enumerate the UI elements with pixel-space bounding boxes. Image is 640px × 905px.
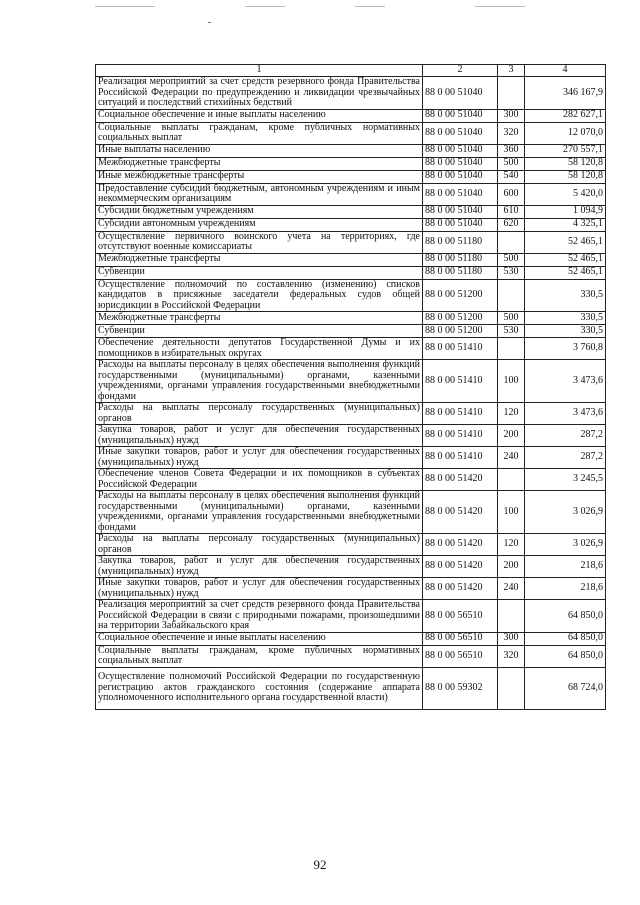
- expense-type-cell: [498, 231, 525, 253]
- expense-name-cell: Расходы на выплаты персоналу государственных (муниципальных) органов: [96, 534, 423, 556]
- target-code-cell: 88 0 00 51040: [423, 157, 498, 170]
- expense-name-cell: Осуществление первичного воинского учета на территориях, где отсутствуют военные комиссариаты: [96, 231, 423, 253]
- expense-type-cell: [498, 600, 525, 633]
- target-code-cell: 88 0 00 51180: [423, 266, 498, 279]
- target-code-cell: 88 0 00 51420: [423, 491, 498, 534]
- amount-cell: 64 850,0: [525, 600, 606, 633]
- header-cell: 4: [525, 65, 606, 77]
- target-code-cell: 88 0 00 51180: [423, 253, 498, 266]
- expense-name-cell: Реализация мероприятий за счет средств резервного фонда Правительства Российской Федерации по предупреждению и ликвидации чрезвычайных ситуаций и последствий стихийных бедствий: [96, 77, 423, 110]
- expense-name-cell: Осуществление полномочий Российской Федерации по государственную регистрацию актов гражданского состояния (содержание аппарата уполномоченного исполнительного органа государственной власти): [96, 667, 423, 709]
- expense-type-cell: 240: [498, 447, 525, 469]
- target-code-cell: 88 0 00 51180: [423, 231, 498, 253]
- expense-type-cell: [498, 469, 525, 491]
- amount-cell: 218,6: [525, 578, 606, 600]
- expense-type-cell: 200: [498, 556, 525, 578]
- expense-name-cell: Межбюджетные трансферты: [96, 253, 423, 266]
- amount-cell: 218,6: [525, 556, 606, 578]
- target-code-cell: 88 0 00 51040: [423, 77, 498, 110]
- table-row: [96, 667, 606, 709]
- expense-type-cell: 360: [498, 144, 525, 157]
- target-code-cell: 88 0 00 51040: [423, 218, 498, 231]
- amount-cell: 52 465,1: [525, 266, 606, 279]
- table-row: [96, 556, 606, 578]
- target-code-cell: 88 0 00 51200: [423, 279, 498, 312]
- page-number: 92: [313, 857, 327, 872]
- expense-name-cell: Социальное обеспечение и иные выплаты населению: [96, 109, 423, 122]
- expense-type-cell: 320: [498, 122, 525, 144]
- table-row: [96, 469, 606, 491]
- expense-name-cell: Закупка товаров, работ и услуг для обеспечения государственных (муниципальных) нужд: [96, 556, 423, 578]
- amount-cell: 68 724,0: [525, 667, 606, 709]
- expense-name-cell: Обеспечение членов Совета Федерации и их помощников в субъектах Российской Федерации: [96, 469, 423, 491]
- budget-table-body: [96, 65, 606, 710]
- expense-type-cell: 600: [498, 183, 525, 205]
- expense-name-cell: Иные закупки товаров, работ и услуг для обеспечения государственных (муниципальных) нужд: [96, 447, 423, 469]
- target-code-cell: 88 0 00 51040: [423, 205, 498, 218]
- table-row: [96, 231, 606, 253]
- amount-cell: 346 167,9: [525, 77, 606, 110]
- amount-cell: 330,5: [525, 279, 606, 312]
- amount-cell: 64 850,0: [525, 632, 606, 645]
- table-row: [96, 534, 606, 556]
- expense-name-cell: Обеспечение деятельности депутатов Государственной Думы и их помощников в избирательных округах: [96, 338, 423, 360]
- expense-name-cell: Предоставление субсидий бюджетным, автономным учреждениям и иным некоммерческим организациям: [96, 183, 423, 205]
- target-code-cell: 88 0 00 51420: [423, 556, 498, 578]
- amount-cell: 52 465,1: [525, 231, 606, 253]
- table-row: [96, 279, 606, 312]
- target-code-cell: 88 0 00 51410: [423, 338, 498, 360]
- table-row: [96, 218, 606, 231]
- header-cell: 2: [423, 65, 498, 77]
- amount-cell: 5 420,0: [525, 183, 606, 205]
- amount-cell: 282 627,1: [525, 109, 606, 122]
- target-code-cell: 88 0 00 51420: [423, 534, 498, 556]
- table-row: [96, 253, 606, 266]
- expense-name-cell: Субсидии бюджетным учреждениям: [96, 205, 423, 218]
- amount-cell: 3 245,5: [525, 469, 606, 491]
- target-code-cell: 88 0 00 56510: [423, 632, 498, 645]
- target-code-cell: 88 0 00 51040: [423, 170, 498, 183]
- expense-name-cell: Субсидии автономным учреждениям: [96, 218, 423, 231]
- table-row: [96, 122, 606, 144]
- target-code-cell: 88 0 00 51200: [423, 312, 498, 325]
- table-row: [96, 425, 606, 447]
- expense-name-cell: Расходы на выплаты персоналу в целях обеспечения выполнения функций государственными (муниципальными) органами, казенными учреждениями, органами управления государственными внебюджетными фондами: [96, 360, 423, 403]
- table-row: [96, 205, 606, 218]
- table-row: [96, 403, 606, 425]
- expense-name-cell: Иные закупки товаров, работ и услуг для обеспечения государственных (муниципальных) нужд: [96, 578, 423, 600]
- expense-type-cell: 120: [498, 534, 525, 556]
- expense-type-cell: 530: [498, 266, 525, 279]
- table-row: [96, 266, 606, 279]
- table-row: [96, 632, 606, 645]
- budget-table: [95, 64, 606, 710]
- target-code-cell: 88 0 00 51420: [423, 578, 498, 600]
- target-code-cell: 88 0 00 51410: [423, 360, 498, 403]
- target-code-cell: 88 0 00 51040: [423, 122, 498, 144]
- expense-name-cell: Социальные выплаты гражданам, кроме публичных нормативных социальных выплат: [96, 645, 423, 667]
- table-row: [96, 183, 606, 205]
- target-code-cell: 88 0 00 56510: [423, 600, 498, 633]
- amount-cell: 270 557,1: [525, 144, 606, 157]
- table-row: [96, 645, 606, 667]
- table-header-row: [96, 65, 606, 77]
- table-row: [96, 170, 606, 183]
- amount-cell: 3 026,9: [525, 491, 606, 534]
- expense-type-cell: 240: [498, 578, 525, 600]
- amount-cell: 4 325,1: [525, 218, 606, 231]
- expense-type-cell: 500: [498, 157, 525, 170]
- expense-name-cell: Реализация мероприятий за счет средств резервного фонда Правительства Российской Федерации в связи с природными пожарами, произошедшими на территории Забайкальского края: [96, 600, 423, 633]
- table-row: [96, 157, 606, 170]
- expense-name-cell: Межбюджетные трансферты: [96, 312, 423, 325]
- expense-name-cell: Иные выплаты населению: [96, 144, 423, 157]
- expense-type-cell: 100: [498, 491, 525, 534]
- expense-name-cell: Закупка товаров, работ и услуг для обеспечения государственных (муниципальных) нужд: [96, 425, 423, 447]
- expense-type-cell: [498, 279, 525, 312]
- target-code-cell: 88 0 00 51040: [423, 144, 498, 157]
- header-cell: 1: [96, 65, 423, 77]
- target-code-cell: 88 0 00 51200: [423, 325, 498, 338]
- expense-type-cell: 320: [498, 645, 525, 667]
- amount-cell: 3 473,6: [525, 360, 606, 403]
- table-row: [96, 144, 606, 157]
- expense-type-cell: 530: [498, 325, 525, 338]
- expense-type-cell: 500: [498, 253, 525, 266]
- table-row: [96, 312, 606, 325]
- table-row: [96, 600, 606, 633]
- amount-cell: 58 120,8: [525, 170, 606, 183]
- expense-name-cell: Социальные выплаты гражданам, кроме публичных нормативных социальных выплат: [96, 122, 423, 144]
- expense-type-cell: [498, 667, 525, 709]
- scan-dot: [208, 22, 211, 23]
- expense-name-cell: Осуществление полномочий по составлению (изменению) списков кандидатов в присяжные заседатели федеральных судов общей юрисдикции в Российской Федерации: [96, 279, 423, 312]
- table-row: [96, 447, 606, 469]
- amount-cell: 58 120,8: [525, 157, 606, 170]
- expense-type-cell: 540: [498, 170, 525, 183]
- scan-edge-marks: [95, 6, 555, 8]
- amount-cell: 64 850,0: [525, 645, 606, 667]
- expense-type-cell: 500: [498, 312, 525, 325]
- amount-cell: 3 760,8: [525, 338, 606, 360]
- expense-name-cell: Расходы на выплаты персоналу государственных (муниципальных) органов: [96, 403, 423, 425]
- table-row: [96, 325, 606, 338]
- amount-cell: 1 094,9: [525, 205, 606, 218]
- table-row: [96, 338, 606, 360]
- target-code-cell: 88 0 00 51410: [423, 425, 498, 447]
- expense-type-cell: 100: [498, 360, 525, 403]
- table-row: [96, 109, 606, 122]
- table-row: [96, 77, 606, 110]
- expense-name-cell: Субвенции: [96, 325, 423, 338]
- table-row: [96, 491, 606, 534]
- amount-cell: 3 473,6: [525, 403, 606, 425]
- header-cell: 3: [498, 65, 525, 77]
- expense-name-cell: Расходы на выплаты персоналу в целях обеспечения выполнения функций государственными (муниципальными) органами, казенными учреждениями, органами управления государственными внебюджетными фондами: [96, 491, 423, 534]
- target-code-cell: 88 0 00 51410: [423, 403, 498, 425]
- expense-type-cell: 300: [498, 632, 525, 645]
- expense-type-cell: 120: [498, 403, 525, 425]
- expense-type-cell: [498, 77, 525, 110]
- expense-type-cell: 620: [498, 218, 525, 231]
- amount-cell: 287,2: [525, 447, 606, 469]
- target-code-cell: 88 0 00 56510: [423, 645, 498, 667]
- target-code-cell: 88 0 00 51040: [423, 183, 498, 205]
- expense-name-cell: Субвенции: [96, 266, 423, 279]
- amount-cell: 330,5: [525, 312, 606, 325]
- expense-name-cell: Межбюджетные трансферты: [96, 157, 423, 170]
- amount-cell: 3 026,9: [525, 534, 606, 556]
- expense-name-cell: Иные межбюджетные трансферты: [96, 170, 423, 183]
- expense-type-cell: 300: [498, 109, 525, 122]
- amount-cell: 12 070,0: [525, 122, 606, 144]
- expense-name-cell: Социальное обеспечение и иные выплаты населению: [96, 632, 423, 645]
- expense-type-cell: [498, 338, 525, 360]
- table-row: [96, 578, 606, 600]
- amount-cell: 330,5: [525, 325, 606, 338]
- target-code-cell: 88 0 00 51040: [423, 109, 498, 122]
- expense-type-cell: 200: [498, 425, 525, 447]
- expense-type-cell: 610: [498, 205, 525, 218]
- amount-cell: 287,2: [525, 425, 606, 447]
- amount-cell: 52 465,1: [525, 253, 606, 266]
- table-row: [96, 360, 606, 403]
- target-code-cell: 88 0 00 51420: [423, 469, 498, 491]
- target-code-cell: 88 0 00 51410: [423, 447, 498, 469]
- target-code-cell: 88 0 00 59302: [423, 667, 498, 709]
